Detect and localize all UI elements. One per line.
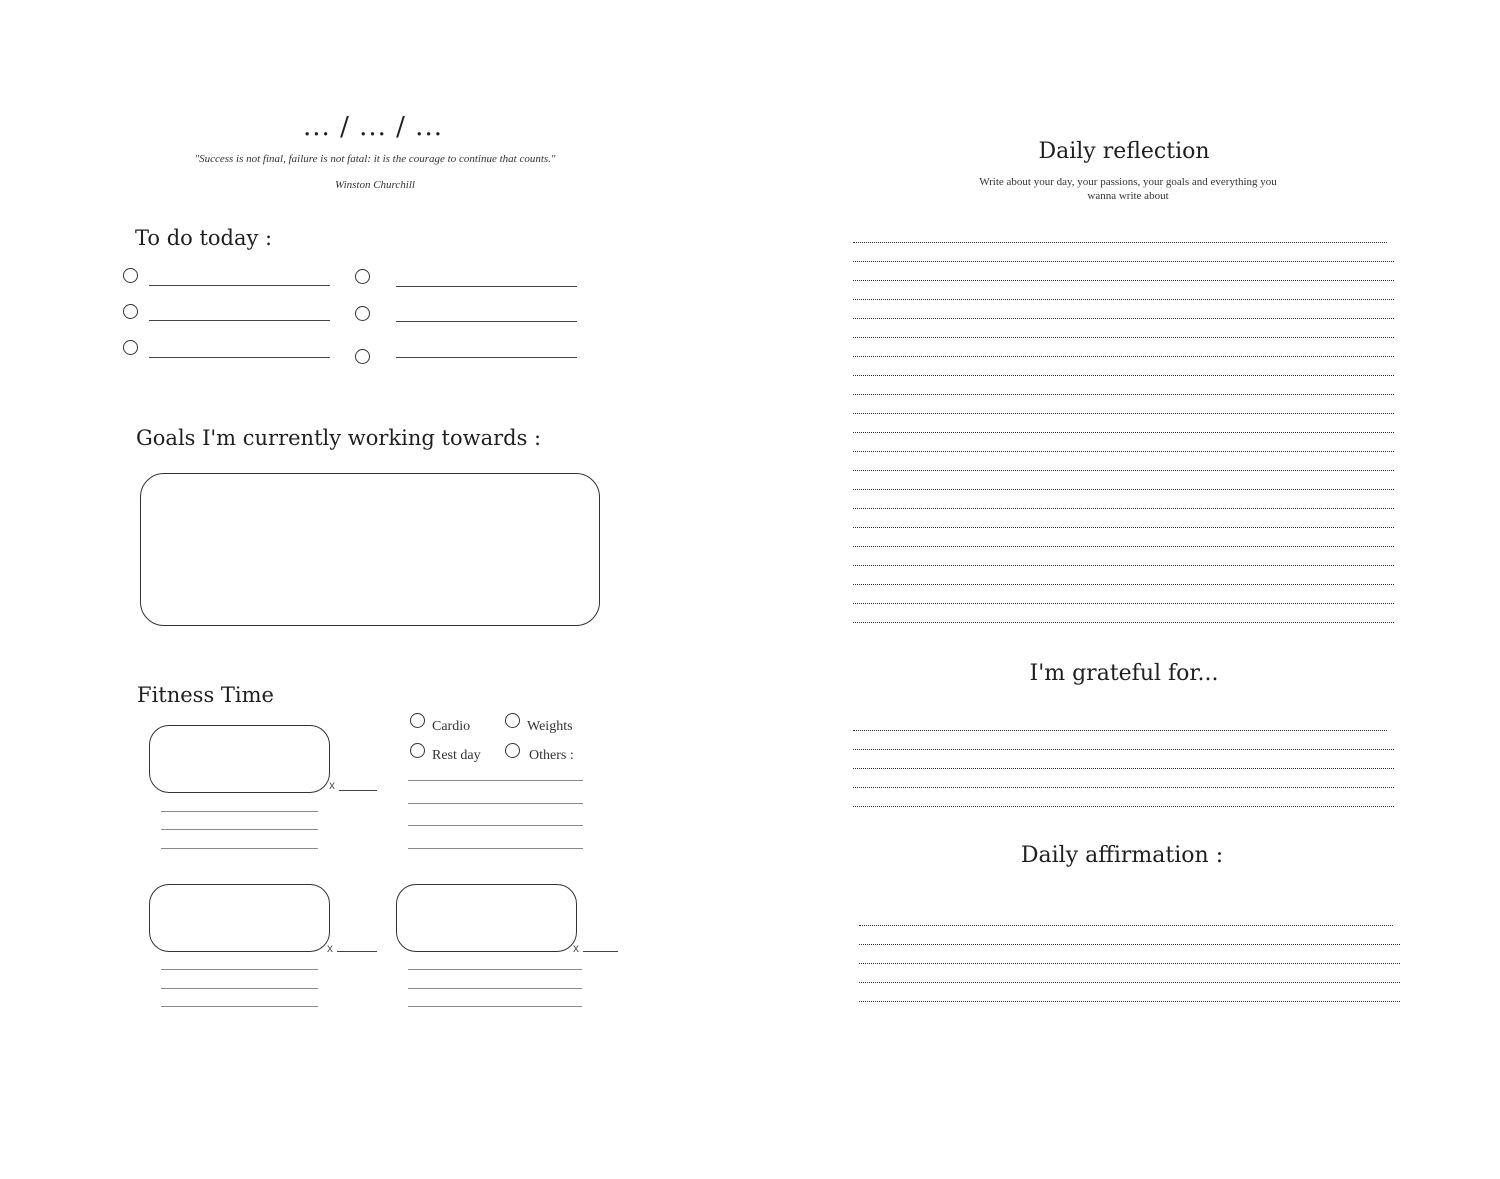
writing-line[interactable] <box>859 982 1400 983</box>
writing-line[interactable] <box>853 375 1394 376</box>
note-line[interactable] <box>408 825 583 826</box>
writing-line[interactable] <box>853 394 1394 395</box>
note-line[interactable] <box>408 1006 582 1007</box>
grateful-title: I'm grateful for... <box>1029 661 1219 686</box>
goals-title: Goals I'm currently working towards : <box>136 426 542 450</box>
todo-title: To do today : <box>135 226 273 250</box>
todo-checkbox[interactable] <box>123 304 138 319</box>
date-field[interactable]: ... / ... / ... <box>303 112 443 142</box>
todo-checkbox[interactable] <box>355 349 370 364</box>
todo-item-line[interactable] <box>149 320 330 321</box>
note-line[interactable] <box>161 1006 318 1007</box>
writing-line[interactable] <box>853 489 1394 490</box>
writing-line[interactable] <box>853 749 1394 750</box>
note-line[interactable] <box>161 988 318 989</box>
writing-line[interactable] <box>853 508 1394 509</box>
writing-line[interactable] <box>859 963 1400 964</box>
affirmation-title: Daily affirmation : <box>1020 843 1224 868</box>
writing-line[interactable] <box>853 451 1394 452</box>
note-line[interactable] <box>161 848 318 849</box>
exercise-box[interactable] <box>149 725 330 793</box>
sets-field[interactable] <box>339 790 377 791</box>
note-line[interactable] <box>408 988 582 989</box>
todo-item-line[interactable] <box>396 357 577 358</box>
todo-item-line[interactable] <box>396 321 577 322</box>
writing-line[interactable] <box>853 432 1394 433</box>
writing-line[interactable] <box>859 925 1393 926</box>
rest-day-label: Rest day <box>432 748 481 763</box>
reflection-subtitle: Write about your day, your passions, your goals and everything you wanna write about <box>979 176 1277 202</box>
writing-line[interactable] <box>853 806 1394 807</box>
writing-line[interactable] <box>853 413 1394 414</box>
writing-line[interactable] <box>853 356 1394 357</box>
rest-day-radio[interactable] <box>410 743 425 758</box>
note-line[interactable] <box>408 803 583 804</box>
note-line[interactable] <box>408 969 582 970</box>
writing-line[interactable] <box>853 318 1394 319</box>
writing-line[interactable] <box>853 261 1394 262</box>
todo-checkbox[interactable] <box>123 268 138 283</box>
writing-line[interactable] <box>859 944 1400 945</box>
exercise-box[interactable] <box>149 884 330 952</box>
sets-multiplier-icon: x <box>327 941 333 955</box>
writing-line[interactable] <box>853 603 1394 604</box>
writing-line[interactable] <box>853 622 1394 623</box>
goals-textbox[interactable] <box>140 473 600 626</box>
writing-line[interactable] <box>853 546 1394 547</box>
todo-item-line[interactable] <box>149 357 330 358</box>
others-label: Others : <box>529 748 574 763</box>
cardio-radio[interactable] <box>410 713 425 728</box>
quote-text: "Success is not final, failure is not fatal: it is the courage to continue that counts." <box>194 153 556 165</box>
others-radio[interactable] <box>505 743 520 758</box>
note-line[interactable] <box>408 780 583 781</box>
writing-line[interactable] <box>853 768 1394 769</box>
cardio-label: Cardio <box>432 719 471 734</box>
writing-line[interactable] <box>853 584 1394 585</box>
writing-line[interactable] <box>853 337 1394 338</box>
sets-field[interactable] <box>337 951 377 952</box>
writing-line[interactable] <box>853 527 1394 528</box>
todo-checkbox[interactable] <box>355 306 370 321</box>
sets-multiplier-icon: x <box>329 778 335 792</box>
writing-line[interactable] <box>853 470 1394 471</box>
todo-checkbox[interactable] <box>355 269 370 284</box>
weights-label: Weights <box>527 719 573 734</box>
reflection-title: Daily reflection <box>1038 139 1210 164</box>
weights-radio[interactable] <box>505 713 520 728</box>
todo-item-line[interactable] <box>149 285 330 286</box>
note-line[interactable] <box>161 969 318 970</box>
writing-line[interactable] <box>853 242 1387 243</box>
quote-author: Winston Churchill <box>335 179 415 191</box>
writing-line[interactable] <box>853 730 1387 731</box>
exercise-box[interactable] <box>396 884 579 955</box>
note-line[interactable] <box>408 848 583 849</box>
sets-field[interactable] <box>583 951 618 952</box>
writing-line[interactable] <box>853 565 1394 566</box>
note-line[interactable] <box>161 829 318 830</box>
writing-line[interactable] <box>853 299 1394 300</box>
fitness-title: Fitness Time <box>137 683 274 707</box>
todo-item-line[interactable] <box>396 286 577 287</box>
writing-line[interactable] <box>853 787 1394 788</box>
sets-multiplier-icon: x <box>573 941 579 955</box>
writing-line[interactable] <box>853 280 1394 281</box>
todo-checkbox[interactable] <box>123 340 138 355</box>
writing-line[interactable] <box>859 1001 1400 1002</box>
note-line[interactable] <box>161 811 318 812</box>
